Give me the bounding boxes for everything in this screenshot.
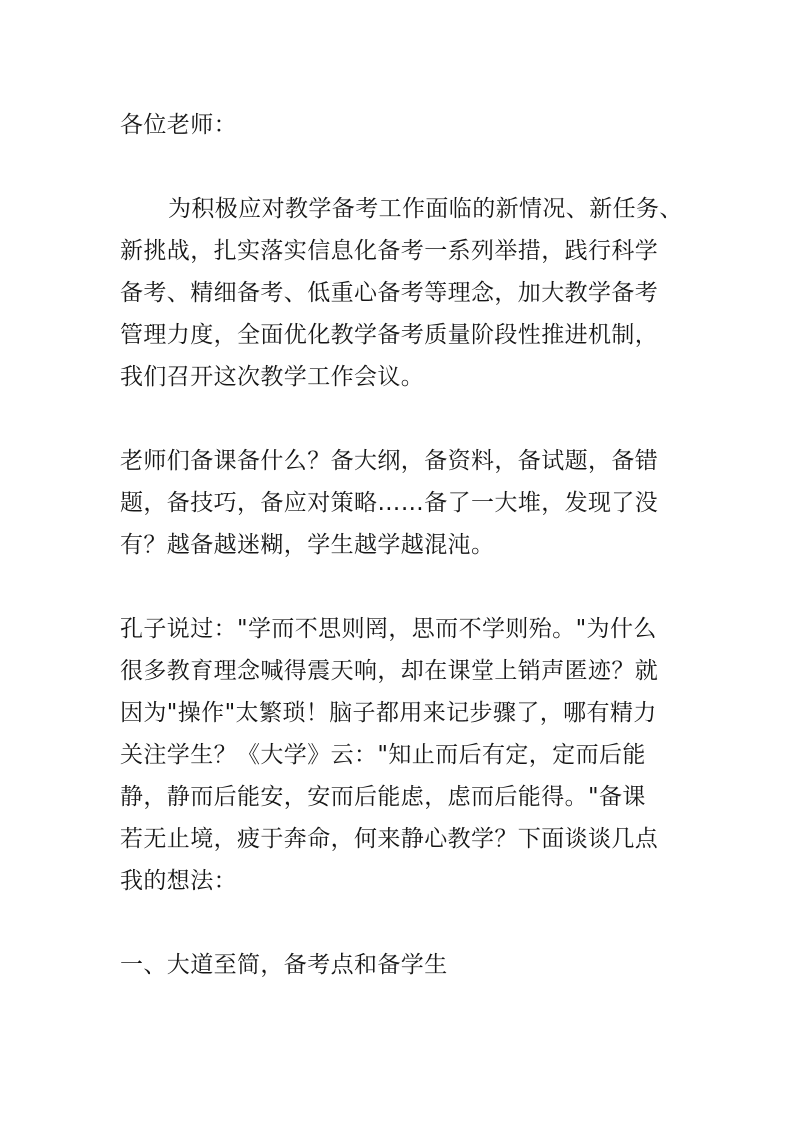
paragraph-line: 我的想法： (120, 868, 237, 894)
paragraph-line: 为积极应对教学备考工作面临的新情况、新任务、 (168, 196, 683, 222)
paragraph-spacer (120, 566, 680, 608)
paragraph-line: 管理力度，全面优化教学备考质量阶段性推进机制， (120, 322, 659, 348)
paragraph-line: 因为"操作"太繁琐！脑子都用来记步骤了，哪有精力 (120, 700, 657, 726)
paragraph-spacer (120, 902, 680, 944)
paragraph-line: 静，静而后能安，安而后能虑，虑而后能得。"备课 (120, 784, 646, 810)
paragraph-line: 若无止境，疲于奔命，何来静心教学？下面谈谈几点 (120, 826, 659, 852)
paragraph-line: 新挑战，扎实落实信息化备考一系列举措，践行科学 (120, 238, 659, 264)
section-heading: 一、大道至简，备考点和备学生 (120, 952, 448, 978)
paragraph-question (120, 440, 680, 566)
salutation: 各位老师： (120, 112, 237, 138)
paragraph-spacer (120, 398, 680, 440)
paragraph-line: 备考、精细备考、低重心备考等理念，加大教学备考 (120, 280, 659, 306)
paragraph-spacer (120, 146, 680, 188)
paragraph-line: 有？越备越迷糊，学生越学越混沌。 (120, 532, 495, 558)
paragraph-quotes (120, 608, 680, 902)
paragraph-line: 关注学生？《大学》云："知止而后有定，定而后能 (120, 742, 646, 768)
document-page (120, 104, 683, 986)
paragraph-line: 很多教育理念喊得震天响，却在课堂上销声匿迹？就 (120, 658, 659, 684)
paragraph-line: 题，备技巧，备应对策略……备了一大堆，发现了没 (120, 490, 659, 516)
paragraph-line: 老师们备课备什么？备大纲，备资料，备试题，备错 (120, 448, 659, 474)
paragraph-line: 孔子说过："学而不思则罔，思而不学则殆。"为什么 (120, 616, 657, 642)
paragraph-intro (120, 188, 683, 398)
paragraph-line: 我们召开这次教学工作会议。 (120, 364, 425, 390)
